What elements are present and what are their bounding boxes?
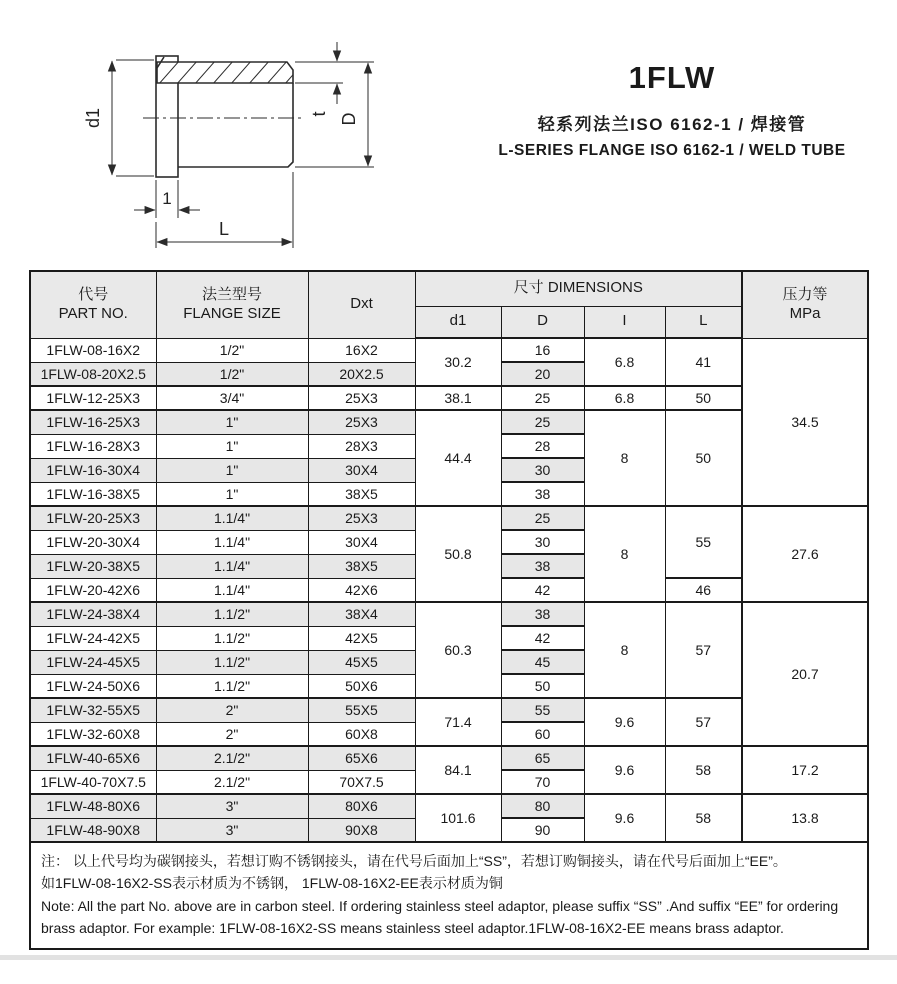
dxt-cell: 55X5	[308, 698, 415, 722]
col-header-pressure-cn: 压力等	[782, 286, 828, 303]
footnote-line-cn-2: 如1FLW-08-16X2-SS表示材质为不锈钢， 1FLW-08-16X2-EE表示材质为铜	[41, 875, 503, 892]
d-cell: 38	[501, 602, 584, 626]
d1-cell: 60.3	[415, 602, 501, 698]
col-header-I: I	[584, 306, 665, 338]
col-header-L: L	[665, 306, 742, 338]
part-no-cell: 1FLW-24-50X6	[30, 674, 156, 698]
flange-size-cell: 1"	[156, 434, 308, 458]
dxt-cell: 20X2.5	[308, 362, 415, 386]
d-cell: 42	[501, 578, 584, 602]
d-cell: 28	[501, 434, 584, 458]
table-row	[30, 746, 868, 770]
dxt-cell: 38X4	[308, 602, 415, 626]
col-header-pressure-unit: MPa	[789, 304, 821, 322]
page-footer-divider	[0, 955, 897, 960]
l-cell: 58	[665, 794, 742, 842]
d-cell: 65	[501, 746, 584, 770]
dxt-cell: 30X4	[308, 458, 415, 482]
i-cell: 6.8	[584, 338, 665, 386]
flange-size-cell: 1.1/2"	[156, 626, 308, 650]
d-cell: 30	[501, 458, 584, 482]
part-no-cell: 1FLW-08-16X2	[30, 338, 156, 362]
l-cell: 55	[665, 506, 742, 578]
note-row	[30, 842, 868, 949]
d-cell: 20	[501, 362, 584, 386]
part-no-cell: 1FLW-20-30X4	[30, 530, 156, 554]
d-cell: 16	[501, 338, 584, 362]
dim-label-t: t	[309, 111, 329, 117]
col-header-D: D	[501, 306, 584, 338]
i-cell: 9.6	[584, 746, 665, 794]
l-cell: 46	[665, 578, 742, 602]
footnote	[30, 842, 868, 949]
d-cell: 38	[501, 554, 584, 578]
l-cell: 50	[665, 386, 742, 410]
mpa-cell: 17.2	[742, 746, 868, 794]
subtitle-chinese: 轻系列法兰ISO 6162-1 / 焊接管	[537, 115, 807, 134]
part-outline	[156, 56, 293, 177]
dxt-cell: 42X5	[308, 626, 415, 650]
d-cell: 25	[501, 410, 584, 434]
d1-cell: 84.1	[415, 746, 501, 794]
dxt-cell: 90X8	[308, 818, 415, 842]
flange-size-cell: 2"	[156, 698, 308, 722]
part-no-cell: 1FLW-16-38X5	[30, 482, 156, 506]
l-cell: 57	[665, 602, 742, 698]
d-cell: 30	[501, 530, 584, 554]
d1-cell: 44.4	[415, 410, 501, 506]
part-no-cell: 1FLW-48-80X6	[30, 794, 156, 818]
flange-section-drawing	[40, 22, 390, 272]
i-cell: 8	[584, 602, 665, 698]
flange-size-cell: 1.1/4"	[156, 506, 308, 530]
dxt-cell: 70X7.5	[308, 770, 415, 794]
flange-size-cell: 2"	[156, 722, 308, 746]
flange-size-cell: 1"	[156, 482, 308, 506]
subtitle-english: L-SERIES FLANGE ISO 6162-1 / WELD TUBE	[498, 142, 846, 159]
dim-label-D: D	[339, 112, 359, 126]
page-title: 1FLW	[628, 60, 716, 95]
dxt-cell: 60X8	[308, 722, 415, 746]
d-cell: 42	[501, 626, 584, 650]
dxt-cell: 65X6	[308, 746, 415, 770]
d-cell: 90	[501, 818, 584, 842]
d-cell: 45	[501, 650, 584, 674]
col-header-dxt: Dxt	[308, 271, 415, 338]
dxt-cell: 50X6	[308, 674, 415, 698]
l-cell: 50	[665, 410, 742, 506]
col-header-flange-en: FLANGE SIZE	[183, 304, 281, 322]
dxt-cell: 28X3	[308, 434, 415, 458]
flange-size-cell: 1.1/2"	[156, 602, 308, 626]
footnote-line-en-2: brass adaptor. For example: 1FLW-08-16X2-SS means stainless steel adaptor.1FLW-08-16X2-EE means brass adaptor.	[41, 920, 784, 937]
d1-cell: 50.8	[415, 506, 501, 602]
col-header-d1: d1	[415, 306, 501, 338]
dim-label-d1: d1	[83, 107, 103, 129]
part-no-cell: 1FLW-20-42X6	[30, 578, 156, 602]
part-no-cell: 1FLW-20-25X3	[30, 506, 156, 530]
d1-cell: 30.2	[415, 338, 501, 386]
l-cell: 41	[665, 338, 742, 386]
flange-size-cell: 3/4"	[156, 386, 308, 410]
part-no-cell: 1FLW-24-38X4	[30, 602, 156, 626]
part-no-cell: 1FLW-32-55X5	[30, 698, 156, 722]
col-header-part-no	[30, 271, 156, 338]
part-no-cell: 1FLW-32-60X8	[30, 722, 156, 746]
dxt-cell: 45X5	[308, 650, 415, 674]
dxt-cell: 25X3	[308, 386, 415, 410]
col-header-part-no-cn: 代号	[78, 286, 109, 303]
col-header-pressure	[742, 271, 868, 338]
spec-table	[29, 270, 869, 950]
l-cell: 58	[665, 746, 742, 794]
d1-cell: 71.4	[415, 698, 501, 746]
flange-size-cell: 1.1/4"	[156, 578, 308, 602]
part-no-cell: 1FLW-20-38X5	[30, 554, 156, 578]
i-cell: 8	[584, 506, 665, 602]
flange-size-cell: 3"	[156, 818, 308, 842]
mpa-cell: 27.6	[742, 506, 868, 602]
part-no-cell: 1FLW-40-65X6	[30, 746, 156, 770]
flange-size-cell: 2.1/2"	[156, 746, 308, 770]
d-cell: 25	[501, 386, 584, 410]
i-cell: 9.6	[584, 794, 665, 842]
mpa-cell: 20.7	[742, 602, 868, 746]
title-block	[452, 60, 892, 160]
i-cell: 9.6	[584, 698, 665, 746]
flange-size-cell: 1"	[156, 458, 308, 482]
dxt-cell: 25X3	[308, 410, 415, 434]
part-no-cell: 1FLW-40-70X7.5	[30, 770, 156, 794]
table-row	[30, 602, 868, 626]
col-header-flange-cn: 法兰型号	[201, 286, 262, 303]
d-cell: 80	[501, 794, 584, 818]
d1-cell: 38.1	[415, 386, 501, 410]
dxt-cell: 38X5	[308, 482, 415, 506]
d-cell: 38	[501, 482, 584, 506]
col-header-part-no-en: PART NO.	[58, 304, 128, 322]
mpa-cell: 34.5	[742, 338, 868, 506]
col-header-flange-size	[156, 271, 308, 338]
d-cell: 70	[501, 770, 584, 794]
footnote-line-en-1: Note: All the part No. above are in carbon steel. If ordering stainless steel adaptor, please suffix “SS” .And suffix “EE” for ordering	[41, 897, 839, 914]
dxt-cell: 38X5	[308, 554, 415, 578]
footnote-line-cn-1: 注： 以上代号均为碳钢接头，若想订购不锈钢接头，请在代号后面加上“SS”，若想订购铜接头，请在代号后面加上“EE”。	[41, 853, 787, 869]
table-row	[30, 338, 868, 362]
part-no-cell: 1FLW-16-30X4	[30, 458, 156, 482]
dxt-cell: 42X6	[308, 578, 415, 602]
flange-size-cell: 1.1/4"	[156, 530, 308, 554]
part-no-cell: 1FLW-48-90X8	[30, 818, 156, 842]
dim-label-1: 1	[162, 189, 172, 208]
dxt-cell: 16X2	[308, 338, 415, 362]
flange-size-cell: 1.1/2"	[156, 674, 308, 698]
col-header-dimensions: 尺寸 DIMENSIONS	[415, 271, 742, 306]
flange-size-cell: 2.1/2"	[156, 770, 308, 794]
dxt-cell: 25X3	[308, 506, 415, 530]
technical-drawing	[40, 22, 390, 277]
part-no-cell: 1FLW-08-20X2.5	[30, 362, 156, 386]
d-cell: 60	[501, 722, 584, 746]
part-no-cell: 1FLW-24-42X5	[30, 626, 156, 650]
d-cell: 55	[501, 698, 584, 722]
d-cell: 25	[501, 506, 584, 530]
dxt-cell: 80X6	[308, 794, 415, 818]
part-no-cell: 1FLW-12-25X3	[30, 386, 156, 410]
dim-label-L: L	[218, 219, 230, 239]
flange-size-cell: 1"	[156, 410, 308, 434]
part-no-cell: 1FLW-24-45X5	[30, 650, 156, 674]
dxt-cell: 30X4	[308, 530, 415, 554]
part-no-cell: 1FLW-16-25X3	[30, 410, 156, 434]
d-cell: 50	[501, 674, 584, 698]
l-cell: 57	[665, 698, 742, 746]
flange-size-cell: 1/2"	[156, 362, 308, 386]
i-cell: 8	[584, 410, 665, 506]
d1-cell: 101.6	[415, 794, 501, 842]
table-row	[30, 794, 868, 818]
table-row	[30, 506, 868, 530]
part-no-cell: 1FLW-16-28X3	[30, 434, 156, 458]
mpa-cell: 13.8	[742, 794, 868, 842]
flange-size-cell: 3"	[156, 794, 308, 818]
i-cell: 6.8	[584, 386, 665, 410]
flange-size-cell: 1.1/4"	[156, 554, 308, 578]
flange-size-cell: 1.1/2"	[156, 650, 308, 674]
flange-size-cell: 1/2"	[156, 338, 308, 362]
